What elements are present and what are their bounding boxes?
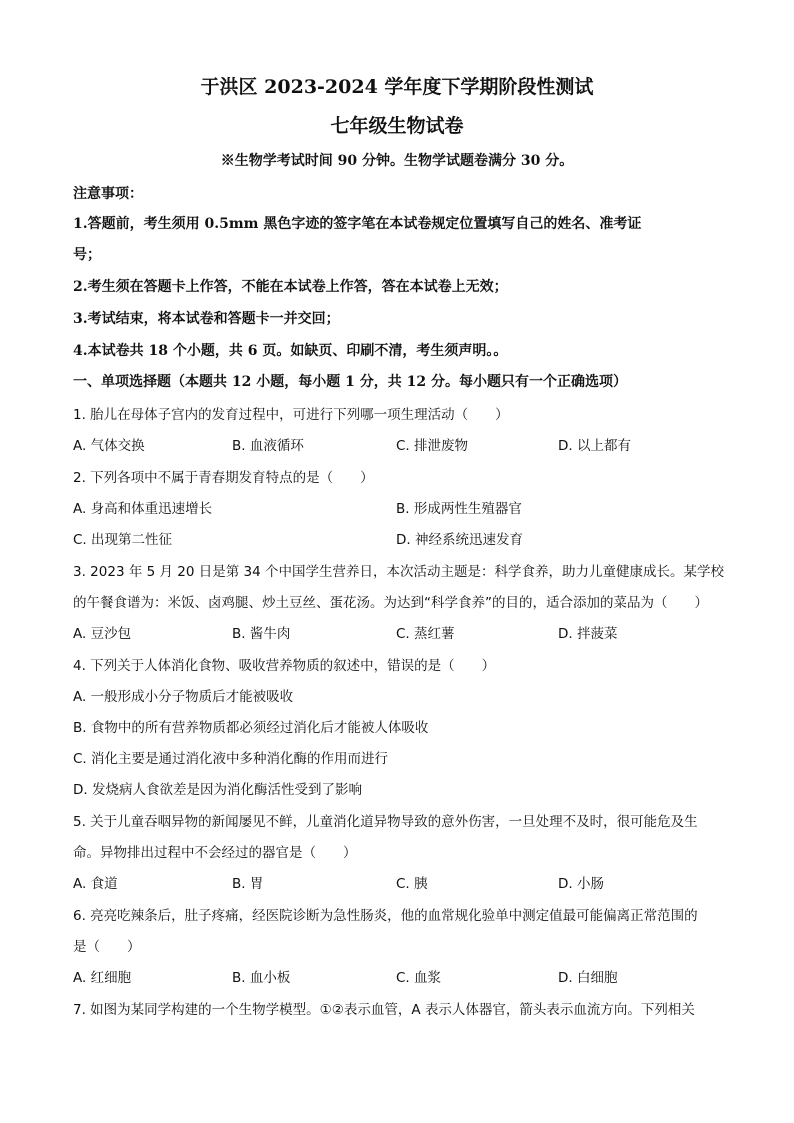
question-3-stem-cont: 的午餐食谱为：米饭、卤鸡腿、炒土豆丝、蛋花汤。为达到“科学食养”的目的，适合添加的菜品为（ ） — [73, 595, 708, 611]
notice-item-4: 4.本试卷共 18 个小题，共 6 页。如缺页、印刷不清，考生须声明。。 — [73, 343, 508, 359]
question-4-option-d: D. 发烧病人食欲差是因为消化酶活性受到了影响 — [73, 782, 362, 798]
question-2-stem: 2. 下列各项中不属于青春期发育特点的是（ ） — [73, 470, 374, 486]
notice-item-1-cont: 号； — [73, 247, 101, 263]
question-5-option-d: D. 小肠 — [558, 876, 604, 892]
question-6-option-a: A. 红细胞 — [73, 970, 132, 986]
question-4-option-b: B. 食物中的所有营养物质都必须经过消化后才能被人体吸收 — [73, 720, 429, 736]
question-3-option-b: B. 酱牛肉 — [232, 626, 291, 642]
question-1-option-c: C. 排泄废物 — [396, 438, 469, 454]
question-5-stem-cont: 命。异物排出过程中不会经过的器官是（ ） — [73, 845, 357, 861]
question-6-option-d: D. 白细胞 — [558, 970, 618, 986]
section-heading: 一、单项选择题（本题共 12 小题，每小题 1 分，共 12 分。每小题只有一个正确选项） — [73, 374, 627, 390]
question-2-option-a: A. 身高和体重迅速增长 — [73, 501, 213, 517]
question-1-option-b: B. 血液循环 — [232, 438, 304, 454]
question-3-option-a: A. 豆沙包 — [73, 626, 132, 642]
question-5-stem: 5. 关于儿童吞咽异物的新闻屡见不鲜，儿童消化道异物导致的意外伤害，一旦处理不及时，很可能危及生 — [73, 814, 698, 830]
notice-item-1: 1.答题前，考生须用 0.5mm 黑色字迹的签字笔在本试卷规定位置填写自己的姓名、准考证 — [73, 216, 642, 232]
question-2-option-d: D. 神经系统迅速发育 — [396, 532, 523, 548]
exam-subtitle: 七年级生物试卷 — [330, 115, 464, 137]
question-4-option-c: C. 消化主要是通过消化液中多种消化酶的作用而进行 — [73, 751, 389, 767]
question-1-option-d: D. 以上都有 — [558, 438, 631, 454]
question-6-option-c: C. 血浆 — [396, 970, 442, 986]
question-5-option-a: A. 食道 — [73, 876, 118, 892]
question-2-option-b: B. 形成两性生殖器官 — [396, 501, 522, 517]
question-3-stem: 3. 2023 年 5 月 20 日是第 34 个中国学生营养日，本次活动主题是：科学食养，助力儿童健康成长。某学校 — [73, 564, 725, 580]
notice-heading: 注意事项： — [73, 186, 143, 202]
question-4-stem: 4. 下列关于人体消化食物、吸收营养物质的叙述中，错误的是（ ） — [73, 658, 496, 674]
question-5-option-c: C. 胰 — [396, 876, 428, 892]
question-1-stem: 1. 胎儿在母体子宫内的发育过程中，可进行下列哪一项生理活动（ ） — [73, 407, 509, 423]
notice-item-2: 2.考生须在答题卡上作答，不能在本试卷上作答，答在本试卷上无效； — [73, 279, 508, 295]
question-6-stem-cont: 是（ ） — [73, 939, 141, 955]
notice-item-3: 3.考试结束，将本试卷和答题卡一并交回； — [73, 311, 340, 327]
question-4-option-a: A. 一般形成小分子物质后才能被吸收 — [73, 689, 294, 705]
question-7-stem: 7. 如图为某同学构建的一个生物学模型。①②表示血管，A 表示人体器官，箭头表示血流方向。下列相关 — [73, 1002, 695, 1018]
question-2-option-c: C. 出现第二性征 — [73, 532, 173, 548]
question-3-option-d: D. 拌菠菜 — [558, 626, 618, 642]
question-6-stem: 6. 亮亮吃辣条后，肚子疼痛，经医院诊断为急性肠炎，他的血常规化验单中测定值最可能偏离正常范围的 — [73, 908, 698, 924]
question-1-option-a: A. 气体交换 — [73, 438, 145, 454]
question-6-option-b: B. 血小板 — [232, 970, 291, 986]
exam-time-note: ※生物学考试时间 90 分钟。生物学试题卷满分 30 分。 — [220, 153, 574, 169]
exam-title: 于洪区 2023-2024 学年度下学期阶段性测试 — [200, 76, 594, 98]
question-3-option-c: C. 蒸红薯 — [396, 626, 455, 642]
question-5-option-b: B. 胃 — [232, 876, 264, 892]
